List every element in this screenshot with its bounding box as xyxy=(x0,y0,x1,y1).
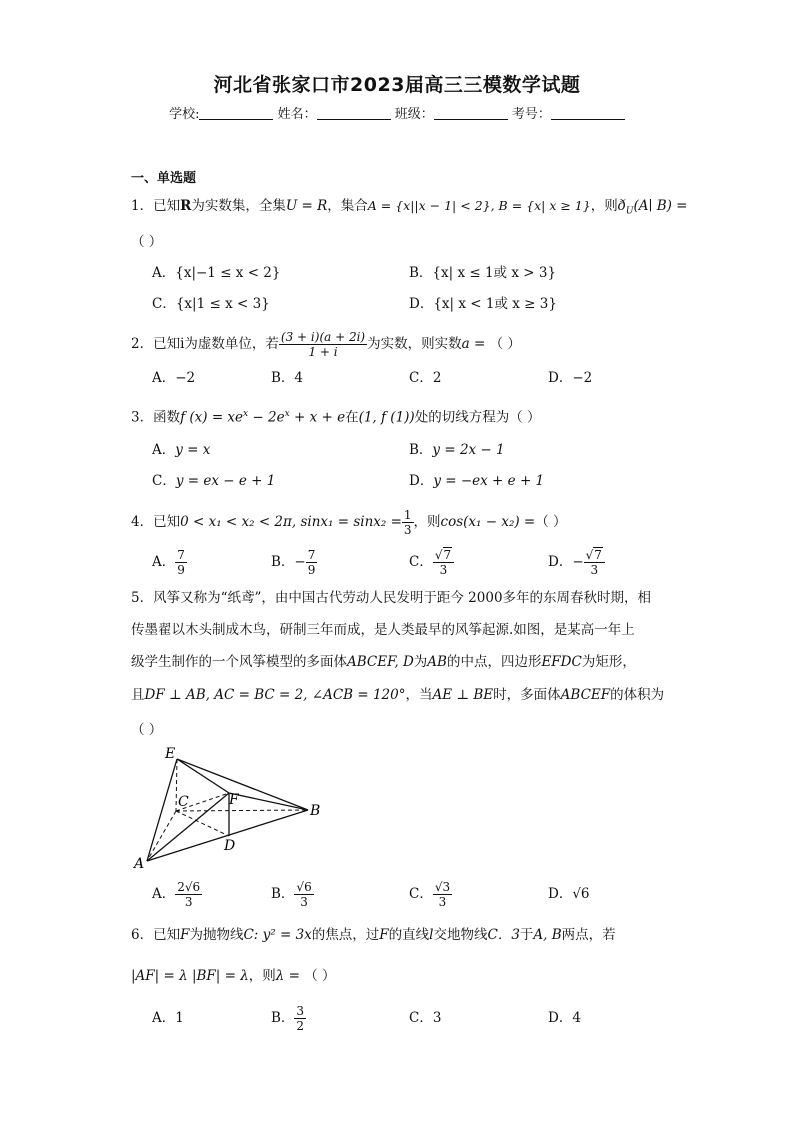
numerator: 2√6 xyxy=(177,880,201,894)
q6-option-a[interactable]: A．1 xyxy=(152,1010,184,1026)
q6-text: 于 xyxy=(519,927,534,943)
q6-math: F xyxy=(180,927,190,943)
option-fraction xyxy=(294,880,313,909)
denominator: 3 xyxy=(184,895,193,909)
q1-universe: U = R xyxy=(285,198,328,214)
q2-text: = （ ） xyxy=(469,336,521,352)
q6-line-2 xyxy=(131,966,671,986)
option-letter: D． xyxy=(548,886,573,902)
denominator: 2 xyxy=(296,1019,305,1033)
q6-option-c[interactable]: C．3 xyxy=(409,1010,442,1026)
q2-variable: a xyxy=(461,336,470,352)
option-fraction xyxy=(306,548,318,577)
edge-FB xyxy=(229,793,308,810)
denominator: 9 xyxy=(177,563,185,577)
q1-sets: A = {x||x − 1| < 2}, B = {x| x ≥ 1} xyxy=(367,198,591,213)
question-4 xyxy=(131,508,671,537)
option-letter: B． xyxy=(271,1010,295,1026)
q5-line-4 xyxy=(131,685,671,705)
q4-fraction xyxy=(402,508,414,537)
q5-line-3 xyxy=(131,652,671,672)
q5-text: 的中点，四边形 xyxy=(446,654,542,670)
school-blank[interactable] xyxy=(199,107,273,120)
q4-denominator: 3 xyxy=(403,523,412,537)
numerator: √7 xyxy=(433,548,454,563)
option-letter: B． xyxy=(271,886,295,902)
q2-numerator: (3 + i)(a + 2i) xyxy=(280,330,366,344)
q3-exponent: x xyxy=(243,409,249,419)
q3-function: f (x) = xe xyxy=(180,409,244,426)
q1-text: ，则 xyxy=(590,198,618,214)
q5-text: 时，多面体 xyxy=(493,687,561,703)
numerator: 3 xyxy=(296,1004,305,1018)
q5-line-1: 5．风筝又称为“纸鸢”，由中国古代劳动人民发明于距今 2000多年的东周春秋时期，相 xyxy=(131,590,652,606)
q1-text: ，集合 xyxy=(327,198,368,214)
option-letter: A． xyxy=(152,886,176,902)
q6-option-b[interactable] xyxy=(271,1004,306,1033)
q1-text: 1．已知 xyxy=(131,198,181,214)
name-label: 姓名： xyxy=(277,107,317,122)
option-letter: B．− xyxy=(271,554,306,570)
q6-text: 两点，若 xyxy=(561,927,616,943)
q5-text: 且 xyxy=(131,687,145,703)
option-fraction xyxy=(433,880,452,909)
q6-text: 交地物线 xyxy=(433,927,488,943)
option-letter: B． xyxy=(409,442,433,458)
option-letter: C． xyxy=(409,554,433,570)
q6-text: 的焦点，过 xyxy=(311,927,380,943)
q3-exponent: x xyxy=(284,409,290,419)
option-value: √6 xyxy=(572,886,590,902)
q1-option-b[interactable]: B．{x| x ≤ 1或 x > 3} xyxy=(409,265,557,281)
label-F: F xyxy=(229,792,239,808)
q6-math: l xyxy=(429,927,434,943)
q2-text: 为实数，则实数 xyxy=(367,336,462,352)
radicand: 7 xyxy=(443,548,452,562)
q3-text: 处的切线方程为（ ） xyxy=(414,409,541,426)
question-6 xyxy=(131,925,671,945)
label-A: A xyxy=(134,856,145,872)
edge-EA xyxy=(147,759,177,861)
option-value: y = ex − e + 1 xyxy=(175,473,276,489)
denominator: 3 xyxy=(438,895,447,909)
edge-EC xyxy=(176,759,177,811)
class-blank[interactable] xyxy=(434,107,508,120)
numerator: 7 xyxy=(177,548,185,562)
q3-text: 在 xyxy=(345,409,359,426)
q5-math: ABCEF, D xyxy=(347,654,414,670)
option-fraction xyxy=(175,880,202,909)
q5-option-d[interactable] xyxy=(548,884,590,904)
option-value: y = 2x − 1 xyxy=(432,442,505,458)
q5-line-2: 传墨翟以木头制成木鸟，研制三年而成，是人类最早的风筝起源.如图，是某高一年上 xyxy=(131,622,635,638)
q1-expression: (A∣ B) = xyxy=(633,198,688,214)
q6-text: 为抛物线 xyxy=(189,927,244,943)
option-letter: A． xyxy=(152,442,176,458)
q1-option-d[interactable]: D．{x| x < 1或 x ≥ 3} xyxy=(409,296,557,312)
option-value: y = x xyxy=(175,442,211,458)
option-fraction xyxy=(584,548,605,577)
q5-option-a[interactable] xyxy=(152,880,202,909)
q1-complement-sub: U xyxy=(625,206,634,217)
numerator: 7 xyxy=(307,548,316,562)
school-label: 学校: xyxy=(169,107,200,122)
q5-text: 为矩形， xyxy=(581,654,636,670)
q6-text: 6．已知 xyxy=(131,927,181,943)
q6-text: ，则 xyxy=(248,968,276,984)
q4-option-b[interactable] xyxy=(271,548,317,577)
question-3 xyxy=(131,404,671,428)
exam-number-label: 考号： xyxy=(511,107,551,122)
q5-math: AB xyxy=(427,654,447,670)
question-2 xyxy=(131,330,671,359)
student-info-line xyxy=(0,103,794,122)
q3-option-c[interactable] xyxy=(152,471,275,491)
q1-option-a[interactable]: A．{x|−1 ≤ x < 2} xyxy=(152,265,281,281)
q2-denominator: 1 + i xyxy=(308,345,338,359)
label-D: D xyxy=(224,838,236,854)
q1-paren: （ ） xyxy=(131,234,163,250)
class-label: 班级： xyxy=(394,107,434,122)
label-C: C xyxy=(178,794,189,810)
option-letter: D． xyxy=(409,473,434,489)
q6-option-d[interactable]: D．4 xyxy=(548,1010,581,1026)
name-blank[interactable] xyxy=(317,107,391,120)
q6-math: F xyxy=(379,927,389,943)
q3-option-a[interactable] xyxy=(152,440,210,460)
q1-complement-symbol: ð xyxy=(617,198,626,214)
q3-function: − 2e xyxy=(248,409,285,426)
q5-text: ，当 xyxy=(405,687,433,703)
q3-option-d[interactable] xyxy=(409,471,544,491)
q6-math: C．3 xyxy=(487,927,520,943)
q5-math: DF ⊥ AB, AC = BC = 2, ∠ACB = 120° xyxy=(144,687,406,703)
denominator: 3 xyxy=(590,563,599,577)
q1-text: 为实数集，全集 xyxy=(191,198,286,214)
radicand: 7 xyxy=(594,548,602,562)
q1-real-set: R xyxy=(180,198,192,214)
q6-text: 的直线 xyxy=(388,927,430,943)
q2-option-b[interactable]: B．4 xyxy=(271,370,304,386)
q4-option-a[interactable] xyxy=(152,548,187,577)
option-letter: A． xyxy=(152,554,176,570)
q4-text: ，则 xyxy=(413,514,441,530)
q4-numerator: 1 xyxy=(403,508,412,522)
q6-math: A, B xyxy=(533,927,562,943)
option-fraction xyxy=(294,1004,306,1033)
q4-expression: cos(x₁ − x₂) = xyxy=(440,514,536,530)
numerator: √7 xyxy=(584,548,605,563)
exam-title: 河北省张家口市2023届高三三模数学试题 xyxy=(213,74,581,96)
q4-text: 4．已知 xyxy=(131,514,181,530)
q5-option-b[interactable] xyxy=(271,880,314,909)
q6-text: = （ ） xyxy=(284,968,336,984)
q6-condition: |AF| = λ |BF| = λ xyxy=(131,968,249,984)
q4-option-d[interactable] xyxy=(548,548,605,577)
q3-function: + x + e xyxy=(289,409,346,426)
option-letter: C． xyxy=(152,473,176,489)
q3-option-b[interactable] xyxy=(409,440,505,460)
q5-option-c[interactable] xyxy=(409,880,452,909)
q2-option-d[interactable]: D．−2 xyxy=(548,370,593,386)
q3-text: 3．函数 xyxy=(131,409,181,426)
label-B: B xyxy=(310,803,321,819)
question-1 xyxy=(131,196,688,222)
label-E: E xyxy=(165,746,176,762)
q5-text: 的体积为 xyxy=(610,687,665,703)
q2-fraction xyxy=(279,330,367,359)
q2-option-a[interactable]: A．−2 xyxy=(152,370,196,386)
q4-option-c[interactable] xyxy=(409,548,454,577)
denominator: 9 xyxy=(307,563,316,577)
option-letter: C． xyxy=(409,886,433,902)
option-letter: D．− xyxy=(548,554,584,570)
option-fraction xyxy=(433,548,454,577)
q5-math: AE ⊥ BE xyxy=(432,687,494,703)
option-fraction xyxy=(175,548,187,577)
q5-paren: （ ） xyxy=(131,722,163,738)
edge-EB xyxy=(177,759,308,810)
exam-number-blank[interactable] xyxy=(551,107,625,120)
q5-text: 级学生制作的一个风筝模型的多面体 xyxy=(131,654,347,670)
q5-math: EFDC xyxy=(541,654,582,670)
q4-paren: （ ） xyxy=(535,514,567,530)
q5-text: 为 xyxy=(413,654,428,670)
q6-math: λ xyxy=(275,968,285,984)
denominator: 3 xyxy=(439,563,448,577)
numerator: √6 xyxy=(296,880,312,894)
q5-math: ABCEF xyxy=(560,687,611,703)
polyhedron-figure xyxy=(128,743,328,873)
edge-CB xyxy=(176,810,308,811)
section-heading: 一、单选题 xyxy=(131,171,197,186)
numerator: √3 xyxy=(434,880,451,894)
q1-option-c[interactable]: C．{x|1 ≤ x < 3} xyxy=(152,296,270,312)
option-value: y = −ex + e + 1 xyxy=(433,473,545,489)
q6-curve: C: y² = 3x xyxy=(243,927,312,943)
q3-point: (1, f (1)) xyxy=(358,409,415,426)
q2-option-c[interactable]: C．2 xyxy=(409,370,442,386)
q2-text: 2．已知i为虚数单位，若 xyxy=(131,336,279,352)
q4-condition: 0 < x₁ < x₂ < 2π, sinx₁ = sinx₂ = xyxy=(180,514,402,530)
denominator: 3 xyxy=(300,895,308,909)
